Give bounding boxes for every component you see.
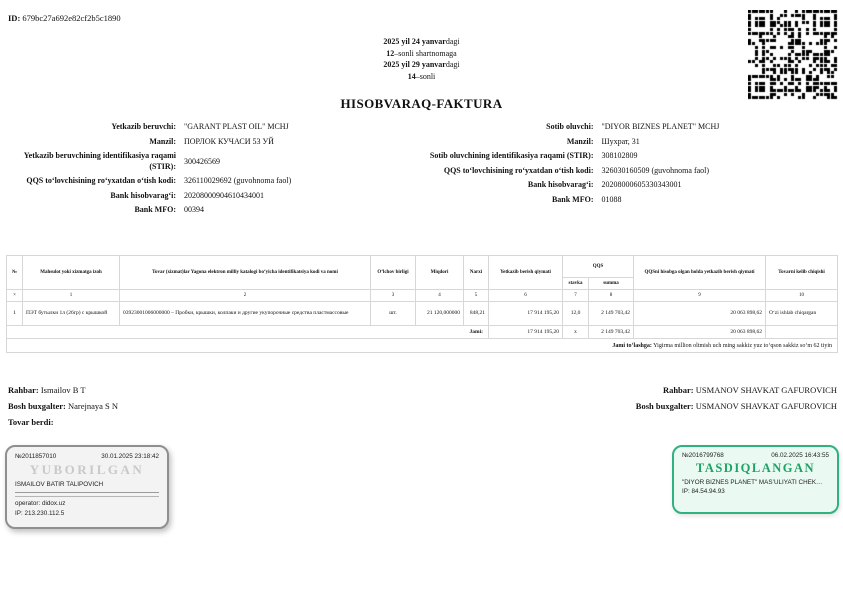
col-header-qty: Miqdori (416, 256, 464, 290)
col-header-total-with-vat: QQSni hisobga olgan holda yetkazib berish qiymati (634, 256, 766, 290)
contract-references (0, 36, 843, 82)
cell-desc: ПЭТ бутылки 1л (26гр) с крышкой (23, 302, 120, 326)
cell-vat-rate: 12,0 (563, 302, 589, 326)
stamp-sent-number: №2011857010 (15, 453, 57, 460)
contract-line: 2025 yil 29 yanvardagi (383, 60, 460, 69)
cell-qty: 21 120,000000 (416, 302, 464, 326)
seller-row: Bank hisobvarag‘i: 20208000904610434001 (110, 190, 264, 200)
totals-vat-rate: x (563, 326, 589, 339)
col-header-vat-rate: stavka (563, 278, 589, 290)
buyer-row: Sotib oluvchi: "DIYOR BIZNES PLANET" MCHJ (546, 122, 720, 132)
seller-row: Yetkazib beruvchi: "GARANT PLAST OIL" MCHJ (111, 122, 289, 132)
document-id (8, 13, 121, 23)
seller-signatures (8, 382, 118, 430)
stamp-sent-person: ISMAILOV BATIR TALIPOVICH (15, 481, 159, 493)
stamp-approved-status: TASDIQLANGAN (695, 461, 816, 475)
stamp-sent-operator: operator: didox.uz (15, 500, 66, 507)
col-header-vat-sum: summa (589, 278, 634, 290)
seller-row: Manzil: ПОРЛОК КУЧАСИ 53 УЙ (149, 136, 274, 146)
totals-delivery: 17 914 195,20 (489, 326, 563, 339)
cell-vat-sum: 2 149 703,42 (589, 302, 634, 326)
sig-row: Bosh buxgalter: Narejnaya S N (8, 401, 119, 411)
cell-price: 848,21 (464, 302, 489, 326)
stamp-approved-person: "DIYOR BIZNES PLANET" MAS’ULIYATI CHEK… (682, 479, 823, 486)
amount-in-words-row (7, 339, 838, 353)
col-header-unit: O‘lchov birligi (371, 256, 416, 290)
stamp-approved-number: №2016799768 (682, 452, 724, 459)
cell-total-with-vat: 20 063 898,62 (634, 302, 766, 326)
stamp-approved-datetime: 06.02.2025 16:43:55 (771, 452, 829, 459)
col-header-vat-group: QQS (563, 256, 634, 278)
stamp-sent-status: YUBORILGAN (29, 462, 145, 477)
stamp-sent-datetime: 30.01.2025 23:18:42 (101, 453, 159, 460)
stamp-sent (5, 445, 169, 529)
stamp-sent-ip: IP: 213.230.112.5 (15, 510, 65, 517)
col-header-num: № (7, 256, 23, 290)
amount-in-words: Yigirma million oltmish uch ming sakkiz yuz to‘qson sakkiz so‘m 62 tiyin (653, 342, 832, 349)
sig-row: Rahbar: Ismailov B T (8, 385, 86, 395)
cell-delivery: 17 914 195,20 (489, 302, 563, 326)
col-header-origin: Tovarni kelib chiqishi (766, 256, 838, 290)
totals-vat-sum: 2 149 703,42 (589, 326, 634, 339)
stamp-approved (672, 445, 839, 514)
stamp-approved-ip: IP: 84.54.94.93 (682, 488, 725, 495)
cell-catalog: 03923001006000000 – Пробки, крышки, колпаки и другие укупорочные средства пластмассовые (120, 302, 371, 326)
col-header-price: Narxi (464, 256, 489, 290)
col-header-desc: Mahsulot yoki xizmatga izoh (23, 256, 120, 290)
signature-block (8, 382, 837, 430)
buyer-row: Sotib oluvchining identifikasiya raqami (STIR): 308102809 (429, 151, 638, 161)
col-header-catalog: Tovar (xizmat)lar Yagona elektron milliy katalogi bo‘yicha identifikatsiya kodi va nomi (120, 256, 371, 290)
buyer-row: Bank hisobvarag‘i: 20208000605330343001 (527, 180, 682, 190)
buyer-row: Bank MFO: 01088 (551, 194, 622, 204)
stamp-approved-header (682, 452, 829, 459)
totals-with-vat: 20 063 898,62 (634, 326, 766, 339)
invoice-items-table (6, 255, 838, 353)
buyer-info (422, 122, 838, 220)
seller-row: Yetkazib beruvchining identifikasiya raqami (STIR): 300426569 (23, 151, 220, 171)
document-id-label: ID: (8, 13, 21, 23)
seller-row: Bank MFO: 00394 (134, 205, 204, 215)
column-number-row: × 1 2 3 4 5 6 7 8 9 10 (7, 290, 838, 302)
contract-line: 14–sonli (407, 71, 436, 81)
totals-origin-empty (766, 326, 838, 339)
col-header-delivery: Yetkazib berish qiymati (489, 256, 563, 290)
stamp-sent-header (15, 453, 159, 460)
contract-line: 12–sonli shartnomaga (386, 48, 457, 58)
contract-line: 2025 yil 24 yanvardagi (383, 37, 460, 46)
buyer-row: Manzil: Шухрат, 31 (566, 136, 640, 146)
cell-num: 1 (7, 302, 23, 326)
document-id-value: 679bc27a692e82cf2b5c1890 (22, 13, 121, 23)
seller-row: QQS to‘lovchisining ro‘yxatdan o‘tish kodi: 326110029692 (guvohnoma faol) (26, 176, 292, 186)
amount-in-words-label: Jami to‘lashga: (612, 342, 652, 349)
sig-row: Bosh buxgalter: USMANOV SHAVKAT GAFUROVICH (635, 401, 837, 411)
table-row (7, 302, 838, 326)
page-title: HISOBVARAQ-FAKTURA (340, 96, 503, 111)
cell-origin: O‘zi ishlab chiqargan (766, 302, 838, 326)
totals-label: Jami: (7, 326, 489, 339)
cell-unit: шт. (371, 302, 416, 326)
sig-row: Tovar berdi: (8, 417, 54, 427)
buyer-row: QQS to‘lovchisining ro‘yxatdan o‘tish kodi: 326030160509 (guvohnoma faol) (443, 165, 710, 175)
seller-info (6, 122, 422, 220)
totals-row (7, 326, 838, 339)
buyer-signatures (636, 382, 837, 430)
signature-line (15, 493, 159, 497)
sig-row: Rahbar: USMANOV SHAVKAT GAFUROVICH (662, 385, 837, 395)
